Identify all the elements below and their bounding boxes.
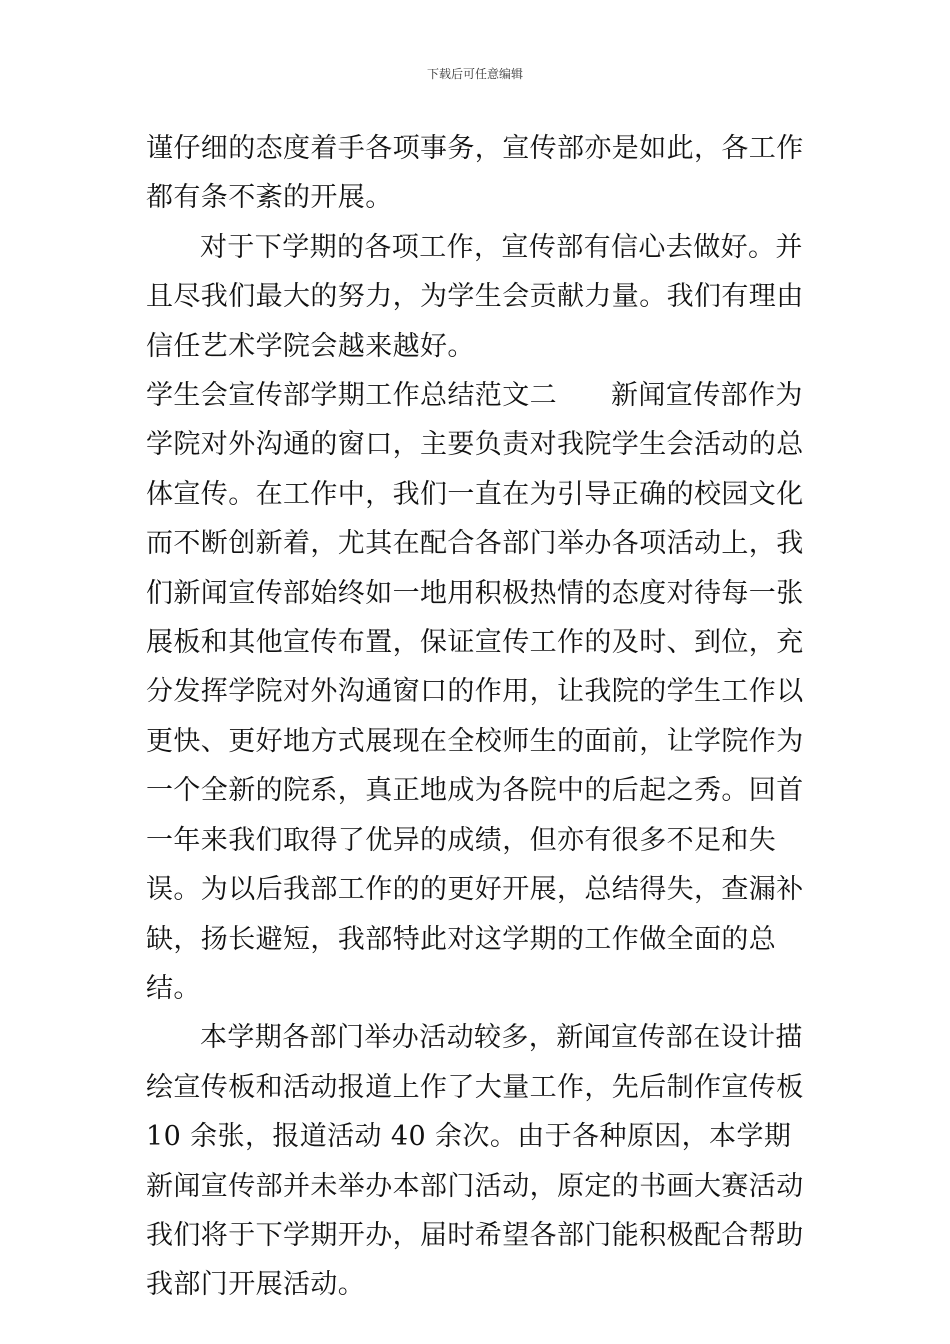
paragraph-activities: 本学期各部门举办活动较多，新闻宣传部在设计描绘宣传板和活动报道上作了大量工作，先后制作宣传板 10 余张，报道活动 40 余次。由于各种原因，本学期新闻宣传部并未举办本部门活动，原定的书画大赛活动我们将于下学期开办，届时希望各部门能积极配合帮助我部门开展活动。 [146, 1022, 813, 1301]
section-body-text: 新闻宣传部作为学院对外沟通的窗口，主要负责对我院学生会活动的总体宣传。在工作中，我们一直在为引导正确的校园文化而不断创新着，尤其在配合各部门举办各项活动上，我们新闻宣传部始终如一地用积极热情的态度对待每一张展板和其他宣传布置，保证宣传工作的及时、到位，充分发挥学院对外沟通窗口的作用，让我院的学生工作以更快、更好地方式展现在全校师生的面前，让学院作为一个全新的院系，真正地成为各院中的后起之秀。回首一年来我们取得了优异的成绩，但亦有很多不足和失误。为以后我部工作的的更好开展，总结得失，查漏补缺，扬长避短，我部特此对这学期的工作做全面的总结。 [146, 380, 804, 1004]
section-heading: 学生会宣传部学期工作总结范文二 [146, 380, 557, 412]
page-header: 下载后可任意编辑 [426, 67, 523, 81]
paragraph-next-term-plan: 对于下学期的各项工作，宣传部有信心去做好。并且尽我们最大的努力，为学生会贡献力量。我们有理由信任艺术学院会越来越好。 [146, 231, 804, 362]
paragraph-continued: 谨仔细的态度着手各项事务，宣传部亦是如此，各工作都有条不紊的开展。 [146, 133, 804, 214]
document-body [146, 124, 813, 1310]
paragraph-sample-two [146, 371, 810, 1013]
